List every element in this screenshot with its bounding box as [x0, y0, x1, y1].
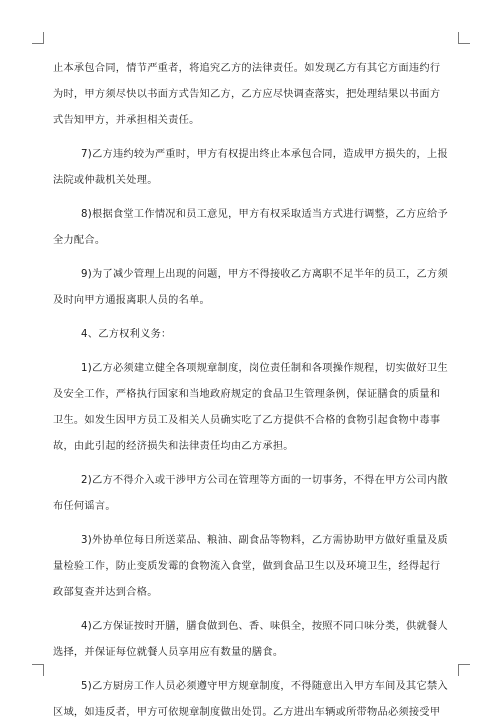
text-line: 选择，并保证每位就餐人员享用应有数量的膳食。 — [53, 647, 284, 658]
text-line: 故，由此引起的经济损失和法律责任均由乙方承担。 — [53, 441, 294, 452]
section-heading: 4、乙方权利义务： — [81, 329, 172, 340]
text-line: 布任何谣言。 — [53, 501, 116, 512]
text-line: 为时，甲方须尽快以书面方式告知乙方，乙方应尽快调查落实，把处理结果以书面方 — [53, 89, 441, 100]
text-line: 政部复查并达到合格。 — [53, 587, 158, 598]
text-line: 5)乙方厨房工作人员必须遵守甲方规章制度，不得随意出入甲方车间及其它禁入 — [81, 681, 448, 692]
text-line: 式告知甲方，并承担相关责任。 — [53, 115, 200, 126]
text-line: 及安全工作，严格执行国家和当地政府规定的食品卫生管理条例，保证膳食的质量和 — [53, 389, 441, 400]
text-line: 2)乙方不得介入或干涉甲方公司在管理等方面的一切事务，不得在甲方公司内散 — [81, 475, 448, 486]
text-line: 4)乙方保证按时开膳，膳食做到色、香、味俱全，按照不同口味分类，供就餐人 — [81, 621, 448, 632]
crop-mark-bottom-left — [32, 664, 44, 676]
text-line: 法院或仲裁机关处理。 — [53, 175, 158, 186]
crop-mark-top-right — [458, 32, 470, 44]
text-line: 7)乙方违约较为严重时，甲方有权提出终止本承包合同，造成甲方损失的，上报 — [81, 149, 448, 160]
text-line: 3)外协单位每日所送菜品、粮油、副食品等物料，乙方需协助甲方做好重量及质 — [81, 535, 448, 546]
text-line: 8)根据食堂工作情况和员工意见，甲方有权采取适当方式进行调整，乙方应给予 — [81, 209, 448, 220]
text-line: 卫生。如发生因甲方员工及相关人员确实吃了乙方提供不合格的食物引起食物中毒事 — [53, 415, 441, 426]
text-line: 止本承包合同，情节严重者，将追究乙方的法律责任。如发现乙方有其它方面违约行 — [53, 63, 441, 74]
text-line: 全力配合。 — [53, 235, 106, 246]
crop-mark-top-left — [32, 32, 44, 44]
text-line: 区域，如违反者，甲方可依规章制度做出处罚。乙方进出车辆或所带物品必须接受甲 — [53, 707, 441, 718]
text-line: 9)为了减少管理上出现的问题，甲方不得接收乙方离职不足半年的员工，乙方须 — [81, 269, 448, 280]
text-line: 量检验工作，防止变质发霉的食物流入食堂，做到食品卫生以及环境卫生，经得起行 — [53, 561, 441, 572]
text-line: 及时向甲方通报离职人员的名单。 — [53, 295, 211, 306]
crop-mark-bottom-right — [458, 664, 470, 676]
text-line: 1)乙方必须建立健全各项规章制度，岗位责任制和各项操作规程，切实做好卫生 — [81, 363, 448, 374]
